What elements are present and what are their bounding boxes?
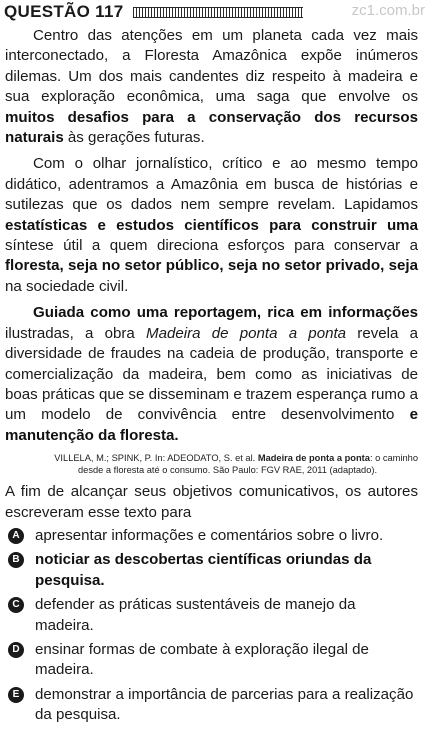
book-title: Madeira de ponta a ponta <box>146 324 347 342</box>
option-d[interactable] <box>5 640 418 681</box>
p1-text-c: às gerações futuras. <box>63 129 205 147</box>
question-header <box>4 2 425 24</box>
p3-highlight-2: e manutenção da floresta. <box>5 406 418 444</box>
p1-highlight: muitos desafios para a conservação dos recursos naturais <box>5 108 418 147</box>
reference-rest-1: : o caminho <box>369 453 418 464</box>
p3-highlight-1: Guiada como uma reportagem, rica em informações <box>33 304 418 322</box>
option-e-text: demonstrar a importância de parcerias para a realização da pesquisa. <box>35 685 414 724</box>
option-c[interactable] <box>5 595 418 636</box>
p2-text-c: síntese útil a quem direciona esforços para conservar a <box>5 237 418 255</box>
option-e[interactable] <box>5 685 418 726</box>
p2-text-e: na sociedade civil. <box>5 277 129 295</box>
option-d-text: ensinar formas de combate à exploração ilegal de madeira. <box>35 640 369 679</box>
p1-text-a: Centro das atenções em um planeta cada vez mais interconectado, a Floresta Amazônica expõe inúmeros dilemas. Um dos mais candentes diz respeito à madeira e sua exploração econômica, uma saga que envolve os <box>5 27 418 106</box>
option-c-letter: C <box>8 597 24 613</box>
option-d-letter: D <box>8 642 24 658</box>
option-a-letter: A <box>8 528 24 544</box>
reference-line-1 <box>5 452 418 464</box>
option-b-text: noticiar as descobertas científicas oriundas da pesquisa. <box>35 551 372 589</box>
option-b[interactable] <box>5 550 418 591</box>
option-b-letter: B <box>8 552 24 568</box>
question-body <box>5 26 418 730</box>
p2-highlight-2: floresta, seja no setor público, seja no setor privado, seja <box>5 257 418 275</box>
option-e-letter: E <box>8 687 24 703</box>
p2-text-a: Com o olhar jornalístico, crítico e ao mesmo tempo didático, adentramos a Amazônia em busca de histórias e sutilezas que os dados nem sempre revelam. Lapidamos <box>5 155 418 214</box>
reference-title: Madeira de ponta a ponta <box>257 453 370 464</box>
decorative-stripe-bar <box>133 7 303 18</box>
p2-highlight-1: estatísticas e estudos científicos para construir uma <box>5 216 418 234</box>
reference-authors: VILLELA, M.; SPINK, P. In: ADEODATO, S. et al. <box>54 453 258 464</box>
reference <box>5 452 418 476</box>
option-c-text: defender as práticas sustentáveis de manejo da madeira. <box>35 596 356 634</box>
question-number: QUESTÃO 117 <box>4 2 124 21</box>
text-paragraph-3 <box>5 303 418 446</box>
text-paragraph-2 <box>5 154 418 297</box>
p3-text-b: ilustradas, a obra <box>5 324 147 342</box>
p3-text-d: revela a diversidade de fraudes na cadeia de produção, transporte e comercialização da madeira, bem como as iniciativas de boas práticas que se disseminam e trazem esperança rumo a um modelo de convivência entre desenvolvimento <box>5 324 419 424</box>
question-prompt: A fim de alcançar seus objetivos comunicativos, os autores escreveram esse texto para <box>5 483 418 521</box>
option-a-text: apresentar informações e comentários sobre o livro. <box>35 526 384 544</box>
watermark: zc1.com.br <box>351 2 425 19</box>
text-paragraph-1 <box>5 26 418 148</box>
reference-line-2: desde a floresta até o consumo. São Paulo: FGV RAE, 2011 (adaptado). <box>78 465 378 476</box>
option-a[interactable] <box>5 526 418 546</box>
